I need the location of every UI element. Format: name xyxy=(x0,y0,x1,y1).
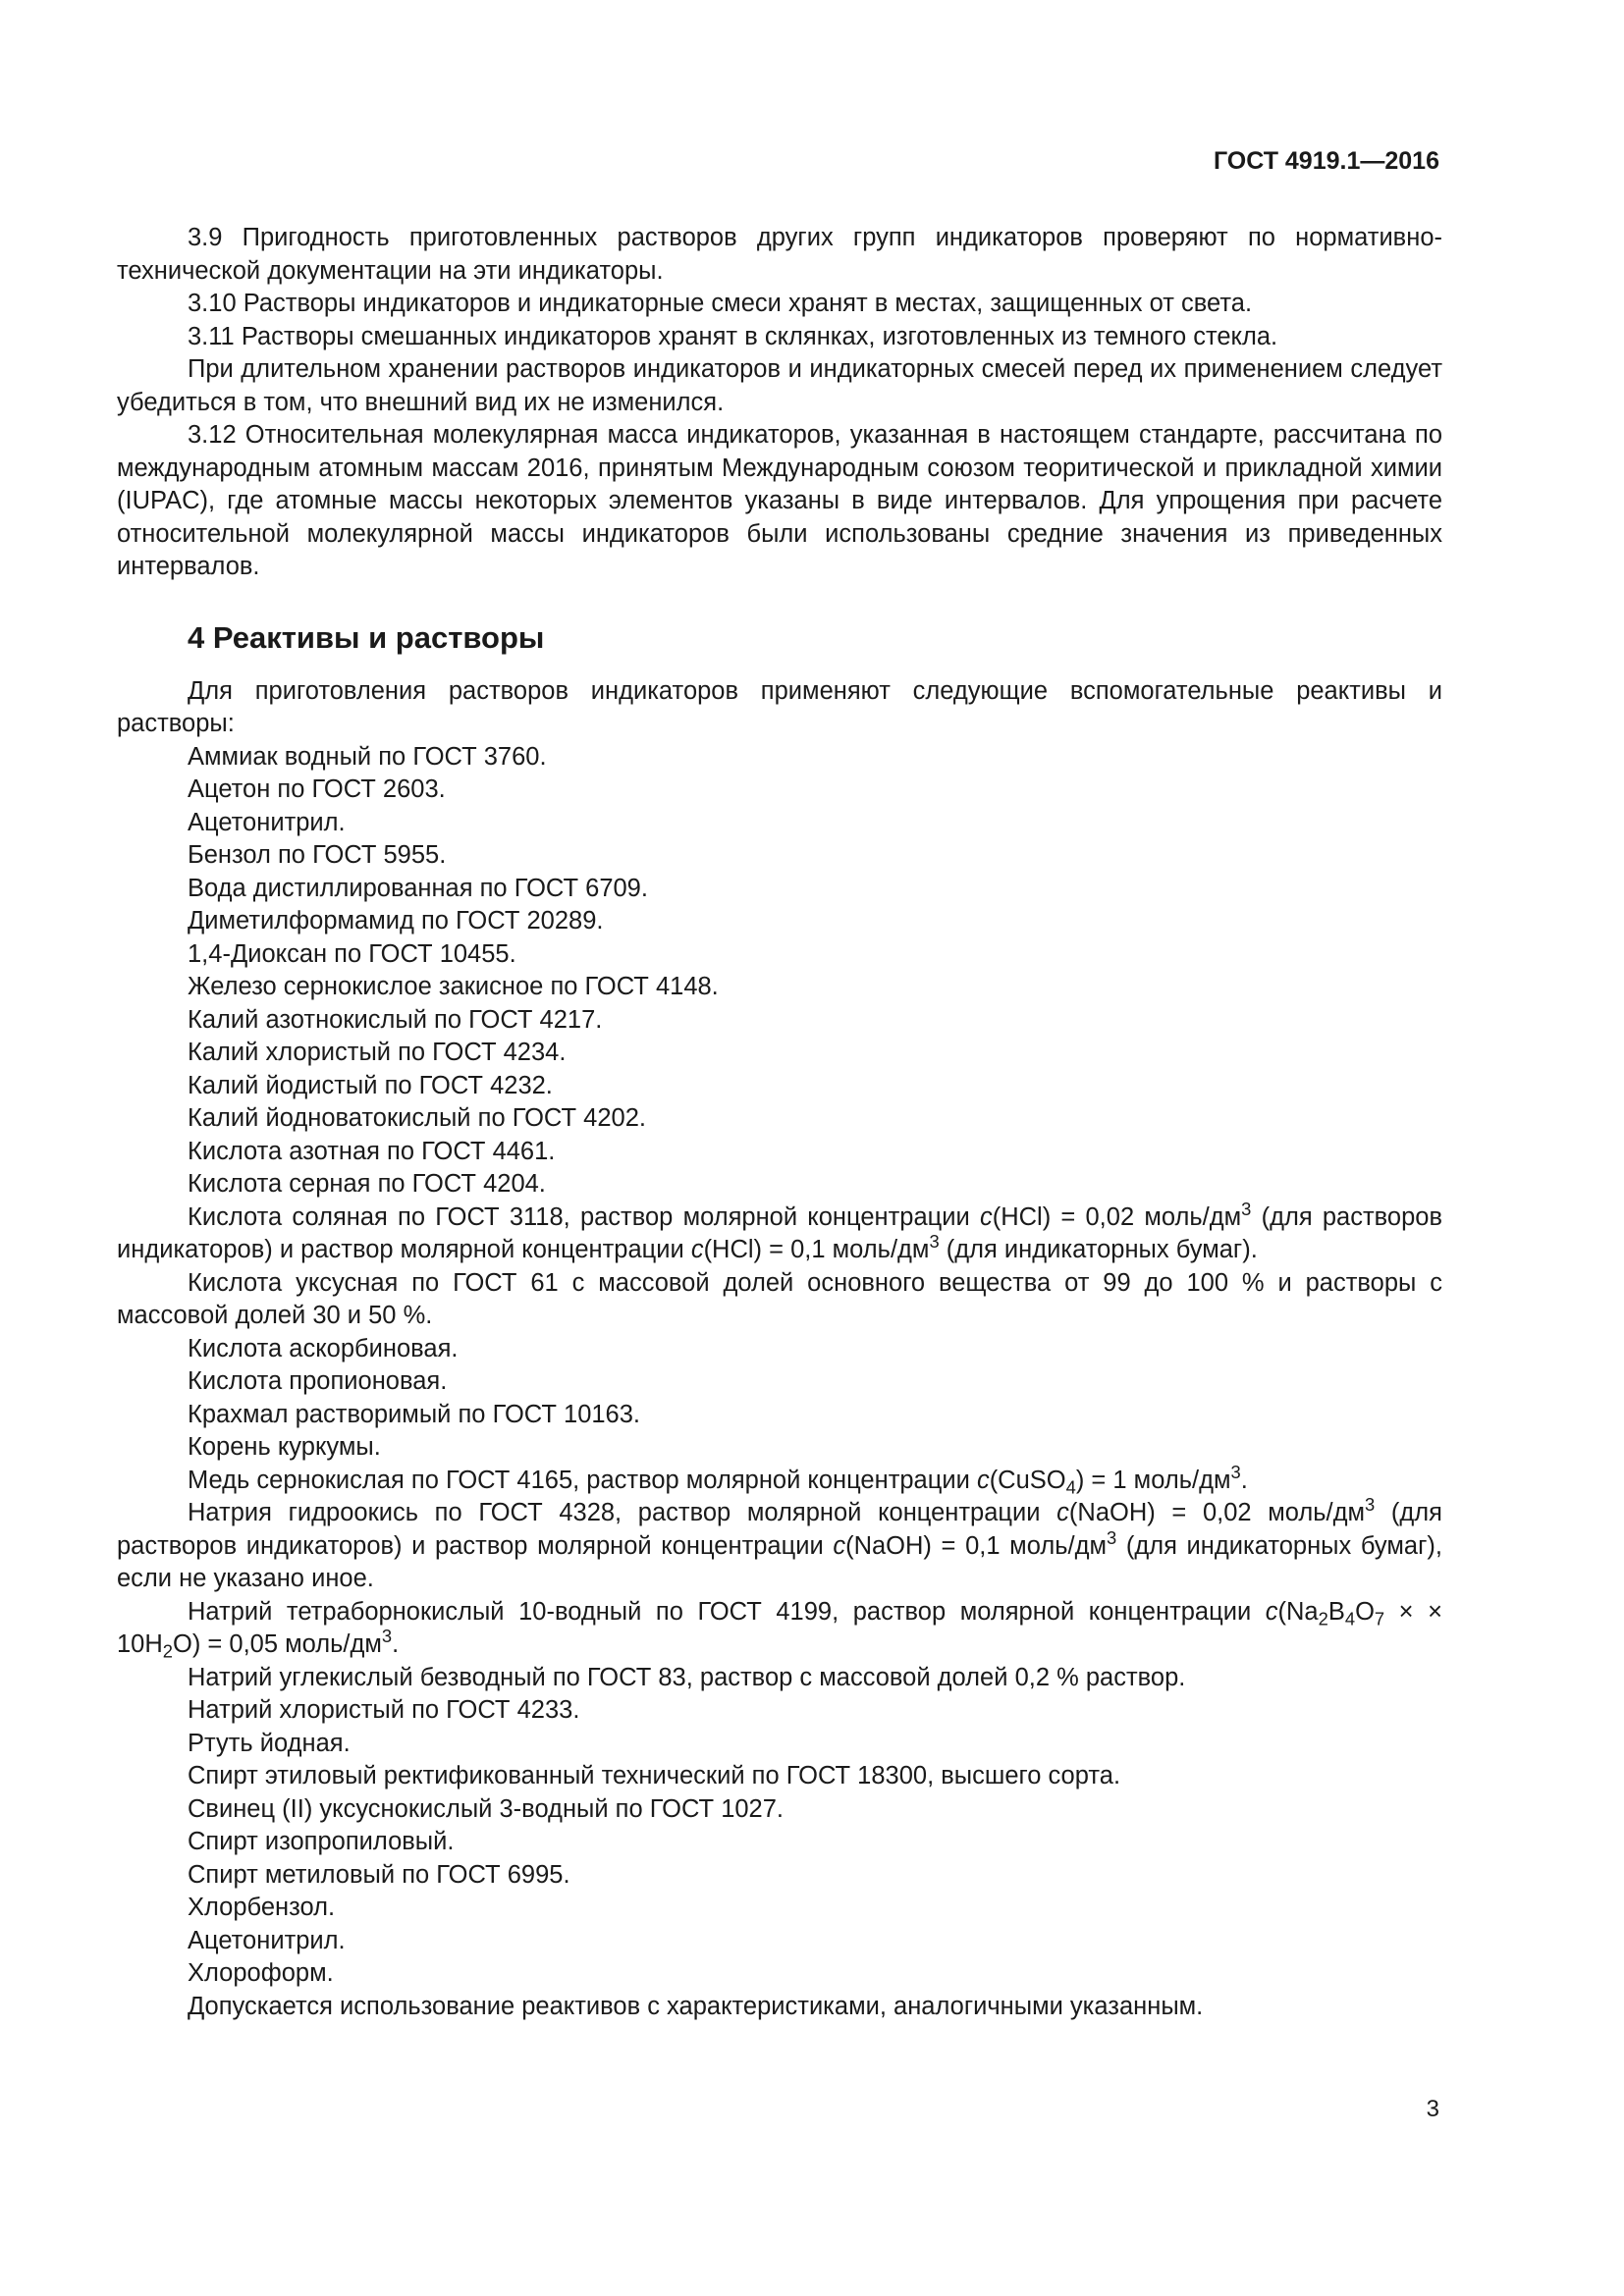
reagent-item: Кислота серная по ГОСТ 4204. xyxy=(188,1170,546,1198)
document-body xyxy=(117,222,1442,2023)
reagent-item: Калий йодистый по ГОСТ 4232. xyxy=(188,1071,553,1099)
reagent-item: Хлорбензол. xyxy=(188,1894,336,1921)
section-4-lead: Для приготовления растворов индикаторов применяют следующие вспомогательные реактивы и растворы: xyxy=(117,676,1442,737)
reagent-item: Бензол по ГОСТ 5955. xyxy=(188,841,447,869)
reagent-item: Ртуть йодная. xyxy=(188,1729,351,1757)
closing-note: Допускается использование реактивов с характеристиками, аналогичными указанным. xyxy=(188,1992,1204,2020)
reagent-item: Натрий хлористый по ГОСТ 4233. xyxy=(188,1696,580,1724)
reagent-item: Ацетон по ГОСТ 2603. xyxy=(188,775,446,803)
reagent-item: Кислота азотная по ГОСТ 4461. xyxy=(188,1137,556,1165)
reagent-item: 1,4-Диоксан по ГОСТ 10455. xyxy=(188,939,516,968)
reagent-item: Крахмал растворимый по ГОСТ 10163. xyxy=(188,1400,641,1428)
reagent-item: Железо сернокислое закисное по ГОСТ 4148. xyxy=(188,973,719,1000)
reagent-item: Корень куркумы. xyxy=(188,1433,381,1461)
reagent-item: Спирт метиловый по ГОСТ 6995. xyxy=(188,1860,570,1889)
paragraph-3-12: 3.12 Относительная молекулярная масса индикаторов, указанная в настоящем стандарте, рассчитана по международным атомным массам 2016, принятым Международным союзом теоритической и прикладной химии (IUPAC), где атомные массы некоторых элементов указаны в виде интервалов. Для упрощения при расчете относительной молекулярной массы индикаторов были использованы средние значения из приведенных интервалов. xyxy=(117,421,1442,580)
reagent-item-hcl: Кислота соляная по ГОСТ 3118, раствор молярной концентрации c(HCl) = 0,02 моль/$дм^3$ (для растворов индикаторов) и раствор молярной концентрации c(HCl) = 0,1 моль/$дм^3$ (для индикаторных бумаг). xyxy=(117,1198,1442,1263)
reagent-item: Кислота аскорбиновая. xyxy=(188,1334,459,1362)
reagent-item: Спирт изопропиловый. xyxy=(188,1828,455,1855)
reagent-item: Кислота пропионовая. xyxy=(188,1367,448,1395)
reagent-item: Калий хлористый по ГОСТ 4234. xyxy=(188,1039,567,1066)
reagent-item: Калий йодноватокислый по ГОСТ 4202. xyxy=(188,1104,646,1132)
reagent-item: Хлороформ. xyxy=(188,1959,334,1987)
reagent-item: Аммиак водный по ГОСТ 3760. xyxy=(188,742,547,771)
page-number: 3 xyxy=(1426,2096,1439,2122)
document-code-header: ГОСТ 4919.1—2016 xyxy=(1213,147,1439,175)
reagent-item-borax: Натрий тетраборнокислый 10-водный по ГОСТ 4199, раствор молярной концентрации $c(Na_2B_4O_7$ × × $10H_2O) = 0,05$ моль/$дм^3$. xyxy=(117,1597,1443,1662)
reagent-item: Ацетонитрил. xyxy=(188,1926,346,1954)
reagent-item-naoh: Натрия гидроокись по ГОСТ 4328, раствор молярной концентрации c(NaOH) = 0,02 моль/$дм^3$ (для растворов индикаторов) и раствор молярной концентрации c(NaOH) = 0,1 моль/$дм^3$ (для индикаторных бумаг), если не указано иное. xyxy=(117,1493,1442,1592)
reagent-item-cuso4: Медь сернокислая по ГОСТ 4165, раствор молярной концентрации c(CuSO$_4$) = 1 моль/$дм^3$. xyxy=(188,1461,1248,1497)
section-4-heading: 4 Реактивы и растворы xyxy=(188,619,545,655)
reagent-item-acetic: Кислота уксусная по ГОСТ 61 с массовой долей основного вещества от 99 до 100 % и растворы с массовой долей 30 и 50 %. xyxy=(117,1268,1442,1329)
paragraph-3-10: 3.10 Растворы индикаторов и индикаторные смеси хранят в местах, защищенных от света. xyxy=(188,290,1253,317)
reagent-item: Ацетонитрил. xyxy=(188,808,346,836)
paragraph-storage: При длительном хранении растворов индикаторов и индикаторных смесей перед их применением следует убедиться в том, что внешний вид их не изменился. xyxy=(117,355,1442,416)
paragraph-3-11: 3.11 Растворы смешанных индикаторов хранят в склянках, изготовленных из темного стекла. xyxy=(188,322,1278,350)
reagent-item: Диметилформамид по ГОСТ 20289. xyxy=(188,907,604,934)
reagent-item: Натрий углекислый безводный по ГОСТ 83, раствор с массовой долей 0,2 % раствор. xyxy=(188,1663,1186,1691)
paragraph-3-9: 3.9 Пригодность приготовленных растворов других групп индикаторов проверяют по нормативно-технической документации на эти индикаторы. xyxy=(117,224,1442,285)
reagent-item: Свинец (II) уксуснокислый 3-водный по ГОСТ 1027. xyxy=(188,1794,785,1823)
reagent-item: Спирт этиловый ректификованный технический по ГОСТ 18300, высшего сорта. xyxy=(188,1762,1121,1789)
reagent-item: Калий азотнокислый по ГОСТ 4217. xyxy=(188,1005,603,1034)
reagent-item: Вода дистиллированная по ГОСТ 6709. xyxy=(188,874,648,902)
